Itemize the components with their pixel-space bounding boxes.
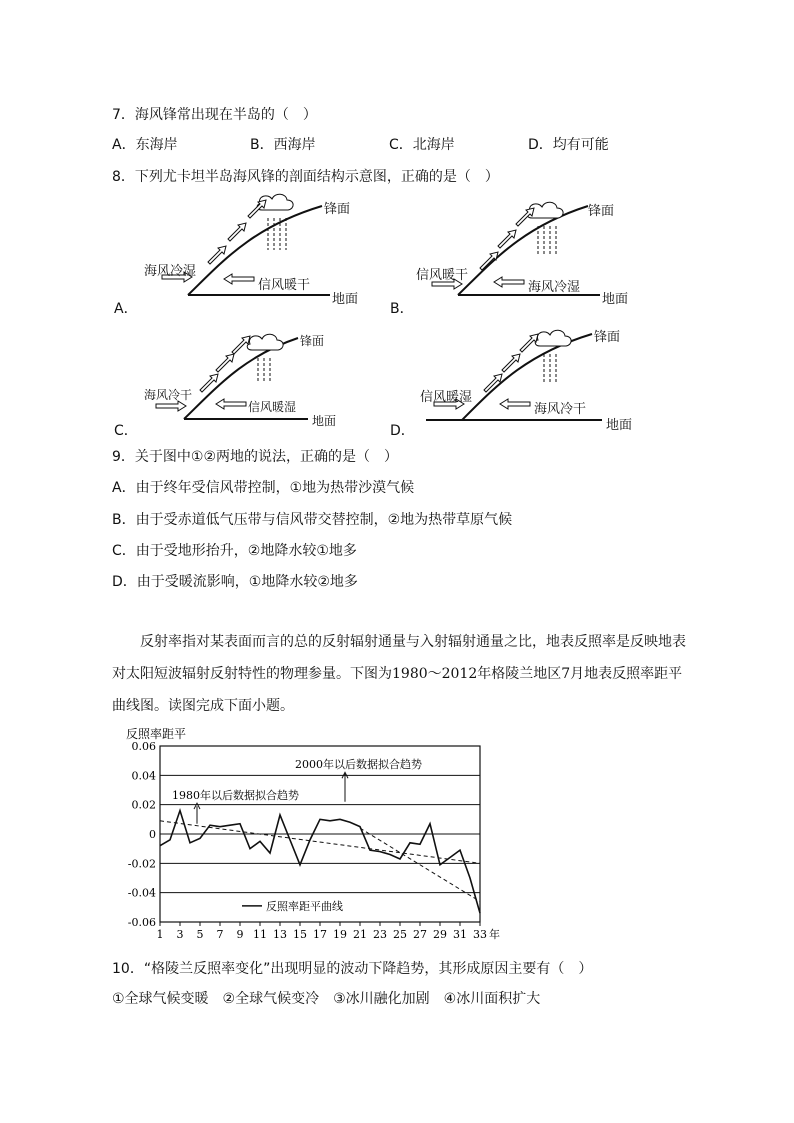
q9-option-d: D．由于受暖流影响，①地降水较②地多 (112, 574, 358, 590)
trend-label-1980: 1980年以后数据拟合趋势 (172, 788, 299, 802)
q9-option-a: A．由于终年受信风带控制，①地为热带沙漠气候 (112, 480, 415, 496)
x-tick-label: 27 (413, 928, 427, 941)
x-tick-label: 31 (453, 928, 467, 941)
q7-stem: 7．海风锋常出现在半岛的（ ） (112, 107, 317, 123)
q9-option-c: C．由于受地形抬升，②地降水较①地多 (112, 543, 357, 559)
diagram-a-right-air-label: 信风暖干 (258, 278, 311, 293)
chart-legend (242, 899, 343, 913)
legend-label: 反照率距平曲线 (266, 899, 343, 913)
y-tick-label: 0.04 (131, 769, 156, 783)
q7-option-d: D．均有可能 (528, 137, 609, 153)
q7-option-b: B．西海岸 (250, 137, 316, 153)
diagram-a (112, 192, 372, 317)
y-tick-label: 0.02 (131, 798, 156, 812)
x-tick-label: 19 (333, 928, 347, 941)
diagram-c-ground-label: 地面 (312, 414, 337, 428)
x-tick-label: 5 (196, 928, 204, 941)
y-tick-label: 0 (149, 828, 156, 841)
albedo-anomaly-chart (110, 726, 500, 946)
diagram-d-left-air-label: 信风暖湿 (420, 390, 473, 405)
x-tick-label: 1 (156, 928, 164, 941)
x-tick-label: 17 (313, 928, 327, 941)
diagram-c-left-air-label: 海风冷干 (144, 388, 193, 402)
chart-series (160, 811, 480, 914)
diagram-a-left-air-label: 海风冷湿 (144, 264, 197, 279)
q8-stem: 8．下列尤卡坦半岛海风锋的剖面结构示意图，正确的是（ ） (112, 169, 499, 185)
diagram-c (112, 326, 372, 436)
chart-yticks (128, 740, 156, 929)
diagram-b (388, 192, 658, 317)
passage-text: 反射率指对某表面而言的总的反射辐射通量与入射辐射通量之比，地表反照率是反映地表对太阳短波辐射反射特性的物理参量。下图为1980～2012年格陵兰地区7月地表反照率距平曲线图。读图完成下面小题。 (112, 634, 686, 714)
y-tick-label: -0.02 (127, 857, 156, 871)
diagram-d-right-air-label: 海风冷干 (534, 402, 587, 417)
chart-ylabel: 反照率距平 (126, 727, 187, 741)
diagram-b-letter: B． (390, 301, 414, 317)
x-axis-unit: 年 (489, 928, 500, 941)
y-tick-label: -0.06 (127, 916, 156, 929)
x-tick-label: 3 (176, 928, 184, 941)
x-tick-label: 25 (393, 928, 407, 941)
diagram-c-letter: C． (114, 423, 138, 439)
x-tick-label: 13 (273, 928, 287, 941)
diagram-b-right-air-label: 海风冷湿 (528, 280, 581, 295)
series-line (160, 811, 480, 914)
diagram-b-ground-label: 地面 (602, 292, 629, 307)
x-tick-label: 33 (473, 928, 487, 941)
chart-xticks (157, 922, 501, 941)
diagram-d-ground-label: 地面 (606, 418, 633, 433)
reading-passage (112, 626, 692, 722)
q7-option-c: C．北海岸 (389, 137, 455, 153)
diagram-b-left-air-label: 信风暖干 (416, 268, 469, 283)
x-tick-label: 11 (253, 928, 267, 941)
diagram-a-ground-label: 地面 (332, 292, 359, 307)
diagram-b-front-label: 锋面 (588, 204, 615, 219)
q9-stem: 9．关于图中①②两地的说法，正确的是（ ） (112, 449, 399, 465)
x-tick-label: 15 (293, 928, 307, 941)
trend-line (360, 828, 480, 901)
diagram-a-letter: A． (114, 301, 138, 317)
trend-label-2000: 2000年以后数据拟合趋势 (295, 758, 422, 771)
q7-option-a: A．东海岸 (112, 137, 178, 153)
y-tick-label: 0.06 (131, 740, 156, 753)
q10-stem: 10．“格陵兰反照率变化”出现明显的波动下降趋势，其形成原因主要有（ ） (112, 961, 593, 977)
diagram-a-front-label: 锋面 (324, 202, 351, 217)
q10-choices: ①全球气候变暖 ②全球气候变冷 ③冰川融化加剧 ④冰川面积扩大 (112, 991, 541, 1007)
y-tick-label: -0.04 (127, 886, 156, 900)
x-tick-label: 21 (353, 928, 367, 941)
diagram-d-front-label: 锋面 (594, 330, 621, 345)
x-tick-label: 9 (236, 928, 244, 941)
diagram-d-letter: D． (390, 423, 415, 439)
diagram-d (388, 322, 658, 434)
diagram-c-front-label: 锋面 (300, 334, 325, 348)
x-tick-label: 29 (433, 928, 447, 941)
q9-option-b: B．由于受赤道低气压带与信风带交替控制，②地为热带草原气候 (112, 512, 513, 528)
diagram-c-right-air-label: 信风暖湿 (248, 400, 297, 414)
x-tick-label: 23 (373, 928, 387, 941)
x-tick-label: 7 (216, 928, 224, 941)
